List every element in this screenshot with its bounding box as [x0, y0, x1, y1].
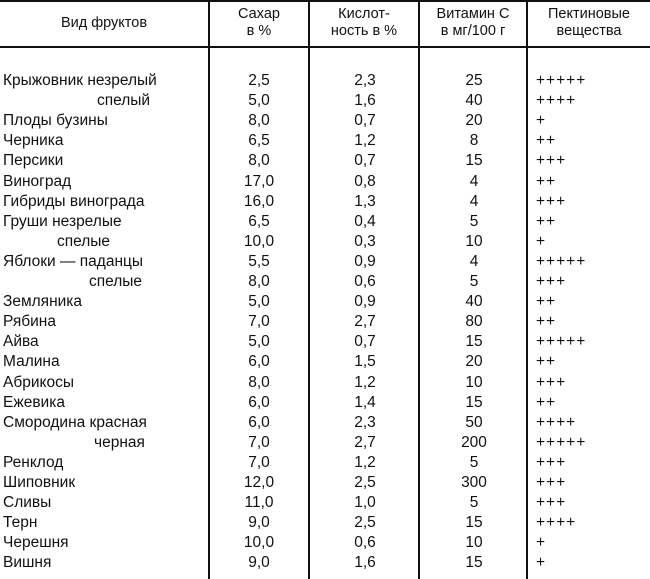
sugar-cell: 6,0	[248, 413, 270, 431]
fruit-name-cell: Плоды бузины	[3, 112, 108, 130]
header-sugar-line2: в %	[246, 23, 272, 39]
pectin-cell: +	[536, 534, 547, 552]
table-row	[0, 312, 650, 332]
table-row	[0, 151, 650, 171]
fruit-name-cell: Айва	[3, 333, 39, 351]
vitamin-c-cell: 4	[469, 252, 479, 270]
pectin-cell: ++++	[536, 413, 577, 431]
pectin-cell: +	[536, 554, 547, 572]
table-row	[0, 192, 650, 212]
pectin-cell: ++++	[536, 92, 577, 110]
table-row	[0, 453, 650, 473]
sugar-cell: 17,0	[243, 172, 275, 190]
acidity-cell: 1,6	[354, 554, 376, 572]
vitamin-c-cell: 8	[469, 132, 479, 150]
acidity-cell: 1,3	[354, 192, 376, 210]
header-pectin-line1: Пектиновые	[548, 6, 630, 22]
pectin-cell: +++++	[536, 252, 587, 270]
fruit-name-cell: Персики	[3, 152, 64, 170]
vitamin-c-cell: 10	[465, 534, 483, 552]
acidity-cell: 1,6	[354, 92, 376, 110]
pectin-cell: ++	[536, 313, 557, 331]
table-row	[0, 513, 650, 533]
sugar-cell: 8,0	[248, 152, 270, 170]
header-vitamin-c-line2: в мг/100 г	[440, 23, 506, 39]
table-row	[0, 373, 650, 393]
vitamin-c-cell: 40	[465, 293, 483, 311]
table-row	[0, 553, 650, 573]
header-pectin-line2: вещества	[556, 23, 622, 39]
acidity-cell: 1,2	[354, 373, 376, 391]
fruit-name-cell: черная	[94, 433, 145, 451]
pectin-cell: +++++	[536, 72, 587, 89]
header-bottom-rule	[0, 46, 650, 48]
pectin-cell: +	[536, 232, 547, 250]
acidity-cell: 2,5	[354, 474, 376, 491]
acidity-cell: 2,7	[354, 313, 376, 331]
acidity-cell: 0,8	[354, 172, 376, 190]
vitamin-c-cell: 15	[465, 333, 483, 351]
pectin-cell: ++	[536, 353, 557, 371]
fruit-name-cell: Терн	[3, 514, 38, 532]
sugar-cell: 6,5	[248, 212, 270, 230]
header-acidity	[310, 0, 418, 46]
vitamin-c-cell: 5	[469, 273, 479, 290]
fruit-name-cell: Смородина красная	[3, 413, 147, 431]
acidity-cell: 0,4	[354, 212, 376, 230]
acidity-cell: 0,6	[354, 534, 376, 552]
fruit-name-cell: Абрикосы	[3, 373, 74, 391]
vitamin-c-cell: 15	[465, 554, 483, 572]
pectin-cell: +	[536, 112, 547, 130]
acidity-cell: 2,3	[354, 72, 376, 89]
acidity-cell: 0,3	[354, 232, 376, 250]
sugar-cell: 7,0	[248, 313, 270, 331]
fruit-name-cell: Вишня	[3, 554, 52, 572]
table-row	[0, 232, 650, 252]
vitamin-c-cell: 15	[465, 514, 483, 532]
vitamin-c-cell: 300	[461, 474, 487, 491]
table-row	[0, 413, 650, 433]
table-row	[0, 91, 650, 111]
header-acidity-line1: Кислот-	[338, 6, 390, 22]
vitamin-c-cell: 20	[465, 112, 483, 130]
fruit-name-cell: Крыжовник незрелый	[3, 72, 157, 89]
pectin-cell: ++	[536, 132, 557, 150]
acidity-cell: 1,4	[354, 393, 376, 411]
fruit-name-cell: Гибриды винограда	[3, 192, 145, 210]
table-header	[0, 0, 650, 46]
sugar-cell: 11,0	[244, 494, 274, 512]
sugar-cell: 9,0	[248, 554, 270, 572]
pectin-cell: ++	[536, 293, 557, 311]
sugar-cell: 8,0	[248, 112, 270, 130]
table-row	[0, 473, 650, 493]
sugar-cell: 10,0	[243, 232, 275, 250]
fruit-name-cell: Ренклод	[3, 453, 64, 471]
table-row	[0, 131, 650, 151]
table-row	[0, 433, 650, 453]
table-row	[0, 71, 650, 91]
pectin-cell: +++	[536, 373, 567, 391]
table-row	[0, 252, 650, 272]
vitamin-c-cell: 5	[469, 494, 479, 512]
sugar-cell: 8,0	[248, 273, 270, 290]
vitamin-c-cell: 4	[469, 192, 479, 210]
fruit-name-cell: спелый	[97, 92, 151, 110]
sugar-cell: 16,0	[243, 192, 275, 210]
fruit-name-cell: Черника	[3, 132, 64, 150]
header-fruit-label: Вид фруктов	[60, 14, 148, 31]
sugar-cell: 8,0	[248, 373, 270, 391]
table-row	[0, 352, 650, 372]
table-row	[0, 292, 650, 312]
fruit-name-cell: Ежевика	[3, 393, 65, 411]
pectin-cell: +++	[536, 453, 567, 471]
table-row	[0, 172, 650, 192]
vitamin-c-cell: 200	[461, 433, 487, 451]
fruit-name-cell: Рябина	[3, 313, 56, 331]
header-fruit-type	[0, 0, 208, 46]
pectin-cell: ++	[536, 393, 557, 411]
acidity-cell: 2,7	[354, 433, 376, 451]
table-row	[0, 393, 650, 413]
pectin-cell: +++	[536, 152, 567, 170]
sugar-cell: 7,0	[248, 453, 270, 471]
fruit-name-cell: Виноград	[3, 172, 72, 190]
sugar-cell: 12,0	[243, 474, 275, 491]
vitamin-c-cell: 50	[465, 413, 483, 431]
sugar-cell: 5,0	[248, 92, 270, 110]
sugar-cell: 6,0	[248, 353, 270, 371]
fruit-name-cell: Груши незрелые	[3, 212, 122, 230]
vitamin-c-cell: 40	[465, 92, 483, 110]
acidity-cell: 0,9	[354, 252, 376, 270]
sugar-cell: 5,0	[248, 293, 270, 311]
header-acidity-line2: ность в %	[330, 23, 398, 39]
vitamin-c-cell: 25	[465, 72, 483, 89]
pectin-cell: ++	[536, 212, 557, 230]
vitamin-c-cell: 10	[465, 373, 483, 391]
vitamin-c-cell: 15	[465, 393, 483, 411]
header-sugar	[210, 0, 308, 46]
acidity-cell: 1,5	[354, 353, 376, 371]
vitamin-c-cell: 5	[469, 453, 479, 471]
vitamin-c-cell: 10	[465, 232, 483, 250]
sugar-cell: 7,0	[248, 433, 270, 451]
acidity-cell: 0,7	[354, 112, 376, 130]
header-pectin	[528, 0, 650, 46]
pectin-cell: +++++	[536, 333, 587, 351]
pectin-cell: ++++	[536, 514, 577, 532]
fruit-name-cell: Земляника	[3, 293, 83, 311]
acidity-cell: 0,7	[354, 333, 376, 351]
pectin-cell: +++	[536, 192, 567, 210]
acidity-cell: 0,7	[354, 152, 376, 170]
table-row	[0, 111, 650, 131]
table-row	[0, 272, 650, 292]
table-row	[0, 533, 650, 553]
sugar-cell: 9,0	[248, 514, 270, 532]
pectin-cell: ++	[536, 172, 557, 190]
table-top-rule	[0, 0, 650, 2]
table-row	[0, 332, 650, 352]
acidity-cell: 2,5	[354, 514, 376, 532]
table-row	[0, 212, 650, 232]
header-vitamin-c-line1: Витамин С	[436, 6, 510, 22]
fruit-name-cell: Черешня	[3, 534, 69, 552]
fruit-name-cell: Шиповник	[3, 474, 76, 491]
header-vitamin-c	[420, 0, 526, 46]
sugar-cell: 6,0	[248, 393, 270, 411]
sugar-cell: 6,5	[248, 132, 270, 150]
vitamin-c-cell: 80	[465, 313, 483, 331]
pectin-cell: +++	[536, 474, 567, 491]
fruit-name-cell: спелые	[89, 273, 143, 290]
acidity-cell: 1,0	[354, 494, 376, 512]
sugar-cell: 5,5	[248, 252, 270, 270]
sugar-cell: 2,5	[248, 72, 270, 89]
sugar-cell: 5,0	[248, 333, 270, 351]
sugar-cell: 10,0	[243, 534, 275, 552]
vitamin-c-cell: 15	[465, 152, 483, 170]
header-sugar-line1: Сахар	[238, 6, 280, 22]
vitamin-c-cell: 4	[469, 172, 479, 190]
acidity-cell: 0,6	[354, 273, 376, 290]
acidity-cell: 0,9	[354, 293, 376, 311]
fruit-name-cell: Сливы	[3, 494, 52, 512]
pectin-cell: +++	[536, 494, 567, 512]
pectin-cell: +++++	[536, 433, 587, 451]
fruit-name-cell: Малина	[3, 353, 60, 371]
acidity-cell: 2,3	[354, 413, 376, 431]
fruit-name-cell: Яблоки — паданцы	[3, 252, 144, 270]
vitamin-c-cell: 20	[465, 353, 483, 371]
pectin-cell: +++	[536, 273, 567, 290]
acidity-cell: 1,2	[354, 132, 376, 150]
acidity-cell: 1,2	[354, 453, 376, 471]
table-row	[0, 493, 650, 513]
fruit-name-cell: спелые	[57, 232, 111, 250]
vitamin-c-cell: 5	[469, 212, 479, 230]
